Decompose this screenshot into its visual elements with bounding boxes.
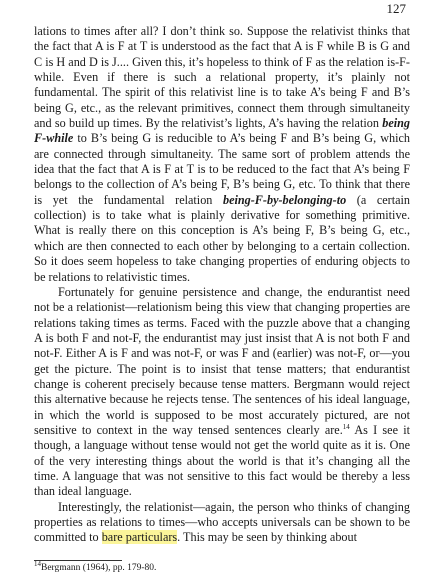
footnote-reference[interactable]: 14 <box>342 422 350 431</box>
italic-term: being-F-by-belonging-to <box>222 192 347 207</box>
text-segment: Interestingly, the relationist—again, the person who thinks of changing properties as relations to times—who accepts universals can be shown to be committed to <box>34 499 410 545</box>
paragraph-2 <box>34 285 410 500</box>
text-segment: As I see it though, a language without tense would not get the world quite as it is. One of the very interesting things about the world is that it’s changing all the time. A language that was not sensitive to this fact would be thereby a less than ideal language. <box>34 422 410 499</box>
footnote <box>34 559 157 574</box>
italic-term: being F-while <box>34 116 410 146</box>
text-segment: lations to times after all? I don’t think so. Suppose the relativist thinks that the fact that A is F at T is understood as the fact that A is F while B is G and C is H and D is J.... Given this, it’s hopeless to think of F as the relation is-F-while. Even if there is such a relational property, it’s plainly not fundamental. The spirit of this relativist line is to take A’s being F and B’s being G, etc., as the relevant primitives, connect them through simultaneity and so build up times. By the relativist’s lights, A’s having the relation <box>34 24 410 131</box>
highlighted-text[interactable]: bare particulars <box>101 530 178 545</box>
footnote-marker: 14 <box>34 559 41 568</box>
paragraph-1 <box>34 24 410 285</box>
text-segment: to B’s being G is reducible to A’s being F and B’s being G, which are connected through simultaneity. The same sort of problem attends the idea that the fact that A is F at T is to be reduced to the fact that A’s being F belongs to the collection of A’s being F, B’s being G, etc. To think that there is yet the fundamental relation <box>34 131 410 207</box>
body-text <box>34 24 410 546</box>
text-segment: Fortunately for genuine persistence and change, the endurantist need not be a relationist—relationism being this view that changing properties are relations taking times as terms. Faced with the puzzle above that a changing A is both F and not-F, the endurantist may just insist that A is not both F and not-F. Either A is F and was not-F, or was F and (earlier) was not-F, or—you get the picture. The point is to insist that tense matters; that endurantist change is coherent precisely because tense matters. Bergmann would reject this alternative because he rejects tense. The sentences of his ideal language, in which the world is supposed to be most accurately pictured, are not sensitive to context in the way tensed sentences clearly are. <box>34 284 410 437</box>
text-segment: (a certain collection) is to take what is plainly derivative for something primitive. What is really there on this conception is A’s being F, B’s being G, etc., which are then connected to each other by belonging to a certain collection. So it does seem hopeless to take changing properties of enduring objects to be relations to relativistic times. <box>34 192 410 284</box>
text-segment: . This may be seen by thinking about <box>177 530 358 545</box>
footnote-divider <box>34 560 122 561</box>
footnote-text: Bergmann (1964), pp. 179-80. <box>41 563 157 573</box>
page-number: 127 <box>386 1 406 16</box>
paragraph-3 <box>34 500 410 546</box>
